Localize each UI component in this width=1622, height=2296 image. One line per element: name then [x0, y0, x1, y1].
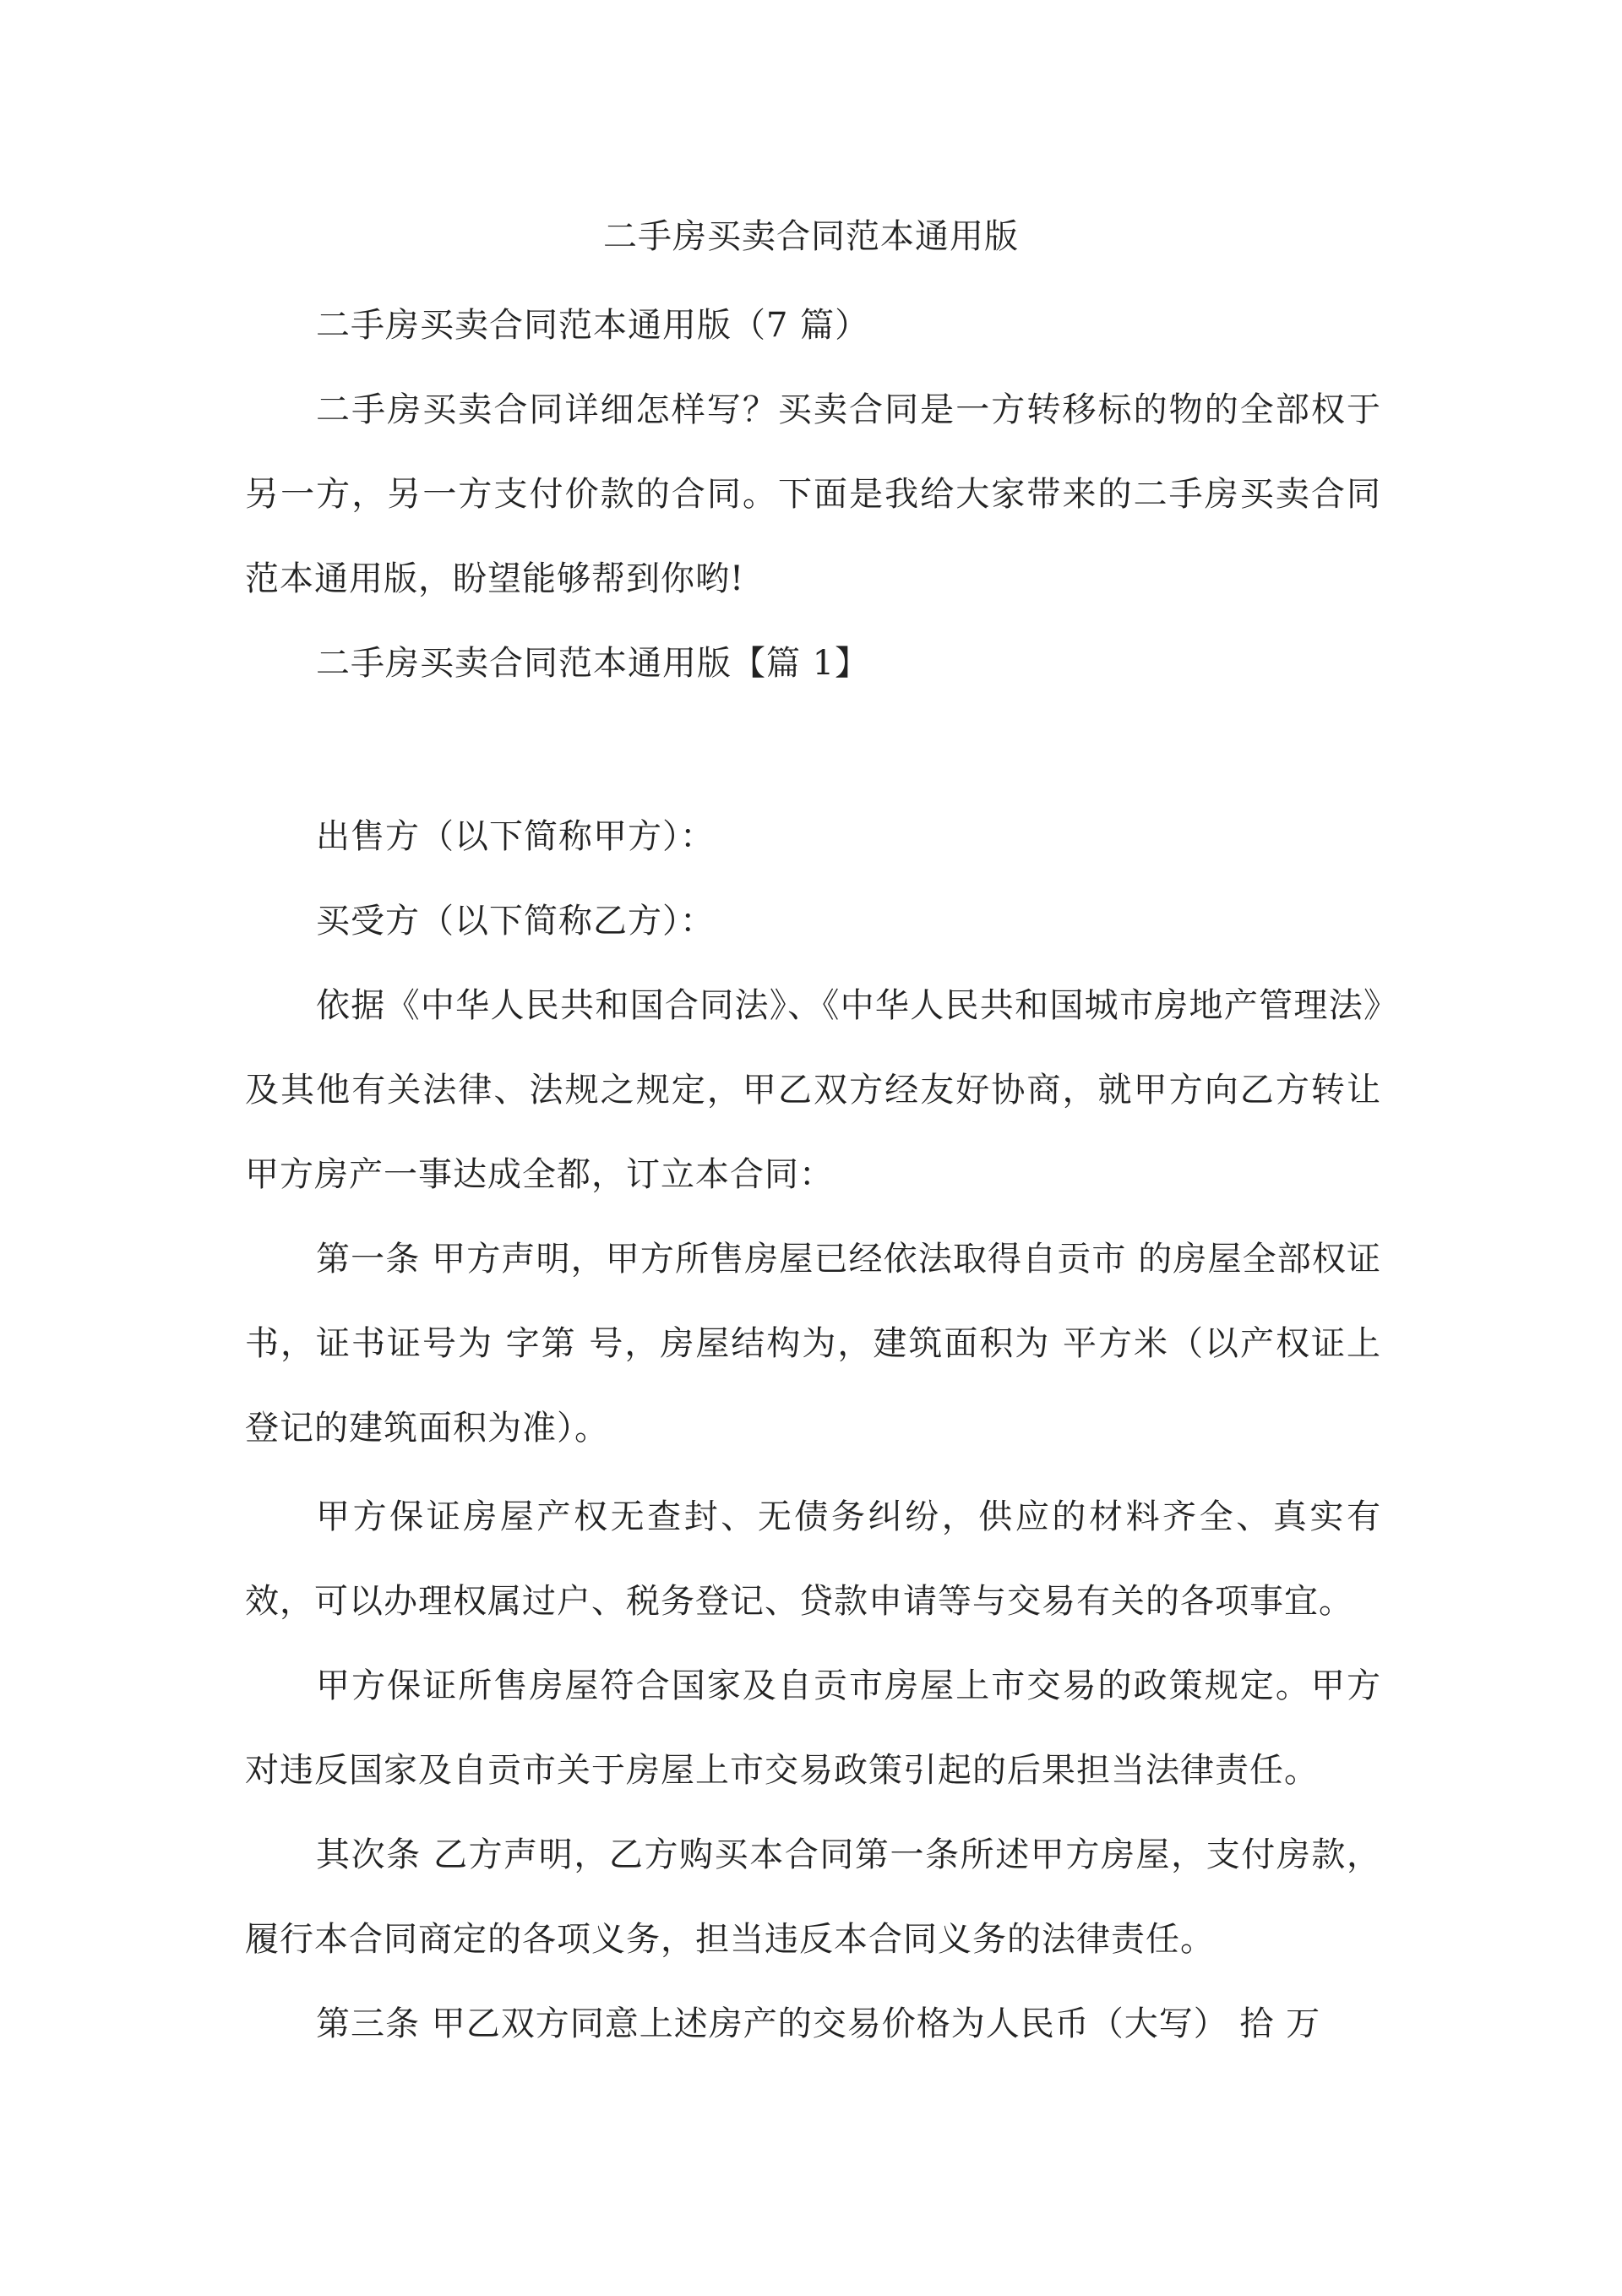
seller-guarantee-paragraph-1: 甲方保证房屋产权无查封、无债务纠纷，供应的材料齐全、真实有效，可以办理权属过户、税务登记、贷款申请等与交易有关的各项事宜。 — [245, 1497, 1381, 1621]
intro-paragraph: 二手房买卖合同详细怎样写？买卖合同是一方转移标的物的全部权于另一方，另一方支付价款的合同。下面是我给大家带来的二手房买卖合同范本通用版，盼望能够帮到你哟! — [245, 390, 1381, 598]
document-subtitle: 二手房买卖合同范本通用版（7 篇） — [316, 306, 870, 345]
buyer-line: 买受方（以下简称乙方）： — [316, 902, 715, 941]
article-1-paragraph: 第一条 甲方声明，甲方所售房屋已经依法取得自贡市 的房屋全部权证书，证书证号为 字第 号，房屋结构为，建筑面积为 平方米（以产权证上登记的建筑面积为准）。 — [245, 1240, 1381, 1448]
document-title: 二手房买卖合同范本通用版 — [603, 217, 1019, 256]
article-3-paragraph: 第三条 甲乙双方同意上述房产的交易价格为人民币（大写） 拾 万 — [316, 2004, 1321, 2043]
article-2-paragraph: 其次条 乙方声明，乙方购买本合同第一条所述甲方房屋，支付房款，履行本合同商定的各项义务，担当违反本合同义务的法律责任。 — [245, 1835, 1381, 1959]
seller-line: 出售方（以下简称甲方）： — [316, 817, 715, 856]
legal-basis-paragraph: 依据《中华人民共和国合同法》、《中华人民共和国城市房地产管理法》及其他有关法律、法规之规定，甲乙双方经友好协商，就甲方向乙方转让甲方房产一事达成全都，订立本合同： — [245, 986, 1381, 1194]
part-heading: 二手房买卖合同范本通用版【篇 1】 — [316, 644, 870, 683]
seller-guarantee-paragraph-2: 甲方保证所售房屋符合国家及自贡市房屋上市交易的政策规定。甲方对违反国家及自贡市关于房屋上市交易政策引起的后果担当法律责任。 — [245, 1666, 1381, 1790]
